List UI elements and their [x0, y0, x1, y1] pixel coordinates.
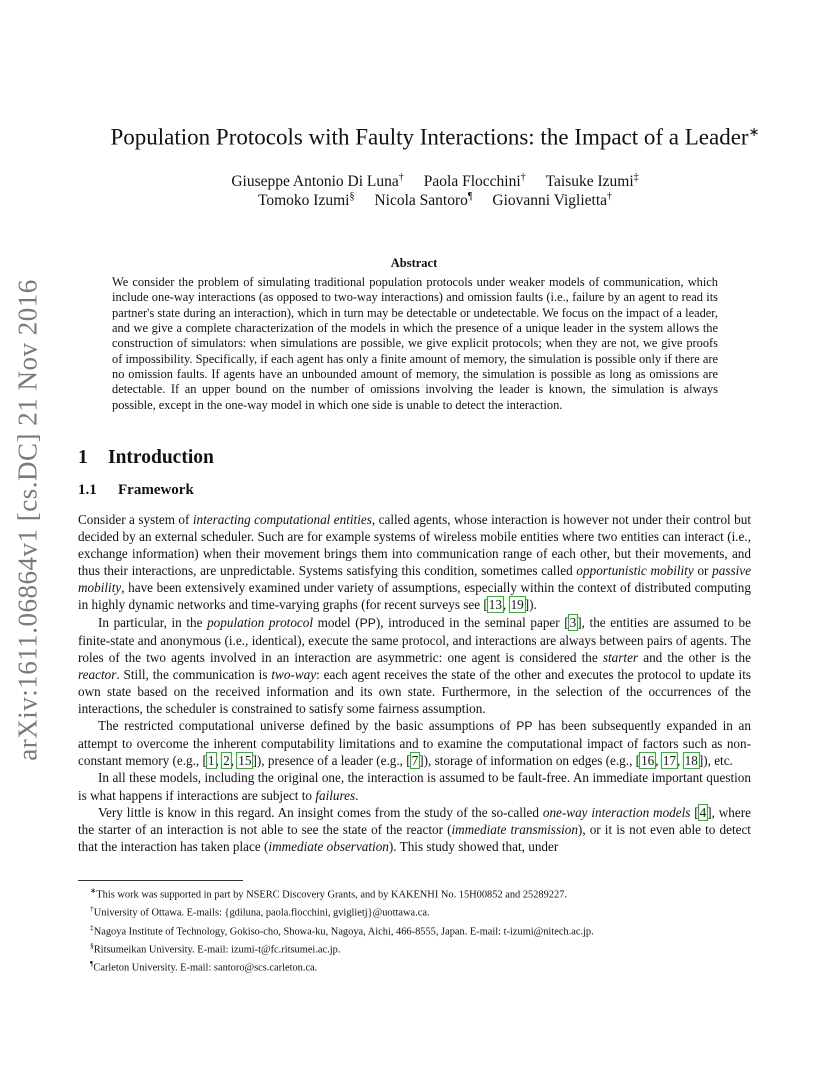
footnote-mark: ¶: [90, 959, 94, 969]
text-run: [: [690, 804, 699, 820]
footnote-mark: ‡: [90, 922, 94, 932]
footnote-mark: †: [90, 904, 94, 914]
text-run: and the other is the: [638, 649, 752, 665]
footnote-text: Ritsumeikan University. E-mail: izumi-t@fc.ritsumei.ac.jp.: [93, 944, 341, 956]
paragraph: [78, 511, 751, 614]
text-run: or: [693, 563, 713, 579]
text-run: ,: [215, 753, 223, 769]
text-run: ], the entities are assumed to be finite-state and anonymous (i.e., identical), execute the same protocol, and interactions are always between pairs of agents. The roles of the two agents involved in an interaction are asymmetric: one agent is considered the: [78, 614, 751, 665]
author-name: Giuseppe Antonio Di Luna: [231, 173, 399, 191]
footnote-text: University of Ottawa. E-mails: {gdiluna, paola.flocchini, gviglietj}@uottawa.ca.: [93, 907, 430, 919]
emphasis-text: reactor: [78, 666, 117, 682]
authors-row-2: [60, 191, 810, 210]
text-run: ,: [655, 753, 662, 769]
footnote-text: Carleton University. E-mail: santoro@scs.carleton.ca.: [93, 962, 318, 974]
paper-title: [60, 124, 810, 151]
section-heading: [78, 447, 214, 469]
author: [546, 173, 639, 190]
section-title: Introduction: [108, 447, 214, 468]
text-run: In all these models, including the original one, the interaction is assumed to be fault-free. An immediate important question is what happens if interactions are subject to: [78, 770, 751, 803]
text-run: : each agent receives the state of the other and executes the protocol to update its own state based on the received information and its own state. Furthermore, in the selection of the occurrences of the interactions, the scheduler is constrained to satisfy some fairness assumption.: [78, 666, 751, 717]
citation-link[interactable]: 1: [207, 753, 215, 769]
text-run: ]), storage of information on edges (e.g., [: [419, 753, 641, 769]
text-run: Consider a system of: [78, 512, 193, 527]
text-run: , called agents, whose interaction is however not under their control but decided by an external scheduler. Such are for example systems of wireless mobile entities where two entities can interact (i.e., exchange information) when their movement brings them into communication range of each other, but their movements, and thus their interactions, are unpredictable. Systems satisfying this condition, sometimes called: [78, 512, 751, 579]
author-name: Taisuke Izumi: [545, 173, 634, 191]
author-name: Nicola Santoro: [374, 192, 468, 210]
footnote: [78, 957, 758, 975]
text-run: . Still, the communication is: [116, 666, 272, 682]
text-run: The restricted computational universe defined by the basic assumptions of: [98, 718, 517, 734]
emphasis-text: immediate observation: [268, 838, 389, 854]
citation-link[interactable]: 15: [238, 753, 252, 769]
emphasis-text: two-way: [271, 666, 317, 682]
citation-link[interactable]: 2: [223, 753, 230, 769]
footnote-mark: §: [90, 940, 94, 950]
text-run: ), or it is not even able to detect that the interaction has taken place (: [78, 821, 751, 854]
footnote-rule: [78, 880, 243, 881]
text-run: ,: [230, 753, 238, 769]
author: [424, 173, 526, 190]
author: [258, 192, 354, 209]
text-run: ,: [502, 597, 510, 613]
citation-link[interactable]: 18: [684, 753, 698, 769]
title-footnote-mark: ∗: [748, 124, 760, 139]
paragraph: [78, 717, 751, 769]
text-run: Very little is know in this regard. An insight comes from the study of the so-called: [98, 804, 543, 820]
emphasis-text: population protocol: [207, 614, 314, 630]
title-text: Population Protocols with Faulty Interactions: the Impact of a Leader: [110, 124, 749, 150]
emphasis-text: passive mobility: [78, 563, 751, 596]
author-affiliation-mark: †: [398, 172, 404, 183]
emphasis-text: opportunistic mobility: [576, 563, 694, 579]
subsection-heading: [78, 482, 194, 499]
author-affiliation-mark: §: [349, 191, 355, 202]
author-affiliation-mark: ‡: [633, 172, 639, 183]
author-name: Paola Flocchini: [423, 173, 521, 191]
text-run: ). This study showed that, under: [388, 838, 559, 854]
footnote: [78, 939, 758, 957]
citation-link[interactable]: 7: [411, 753, 419, 769]
authors-row-1: [60, 172, 810, 191]
arxiv-id: arXiv:1611.06864v1 [cs.DC] 21 Nov 2016: [12, 279, 43, 761]
footnotes: [78, 884, 758, 975]
author-affiliation-mark: †: [520, 172, 526, 183]
footnote-mark: ∗: [90, 886, 97, 895]
abstract-heading: Abstract: [390, 256, 438, 270]
paragraph: [78, 804, 751, 855]
footnote: [78, 921, 758, 939]
emphasis-text: failures: [315, 787, 356, 803]
section-number: 1: [78, 447, 88, 468]
emphasis-text: interacting computational entities: [192, 512, 372, 527]
footnote-text: This work was supported in part by NSERC Discovery Grants, and by KAKENHI No. 15H00852 and 25289227.: [96, 889, 567, 901]
citation-link[interactable]: 16: [641, 753, 655, 769]
citation-link[interactable]: 13: [488, 597, 502, 613]
text-run: In particular, in the: [98, 614, 208, 630]
author-name: Tomoko Izumi: [257, 192, 350, 210]
text-run: ]).: [524, 597, 537, 613]
citation-link[interactable]: 17: [662, 753, 677, 769]
text-run: has been subsequently expanded in an attempt to overcome the inherent computability limitations and to examine the computational impact of factors such as non-constant memory (e.g., [: [78, 718, 751, 769]
subsection-title: Framework: [118, 482, 194, 498]
author-name: Giovanni Viglietta: [492, 192, 608, 210]
footnote: [78, 902, 758, 920]
text-run: .: [355, 787, 359, 803]
footnote-text: Nagoya Institute of Technology, Gokiso-cho, Showa-ku, Nagoya, Aichi, 466-8555, Japan. E-mail: t-izumi@nitech.ac.jp.: [93, 926, 594, 937]
body-text: [78, 511, 751, 855]
footnote: [78, 884, 758, 902]
text-run: , have been extensively examined under variety of assumptions, especially within the context of distributed computing in highly dynamic networks and time-varying graphs (for recent surveys see [: [78, 580, 751, 613]
citation-link[interactable]: 3: [569, 614, 577, 630]
author: [492, 192, 612, 209]
citation-link[interactable]: 19: [510, 597, 524, 613]
model-name: PP: [516, 719, 533, 734]
author: [374, 192, 472, 209]
model-name: PP: [359, 615, 376, 630]
citation-link[interactable]: 4: [699, 804, 707, 820]
author-affiliation-mark: ¶: [467, 191, 473, 202]
emphasis-text: one-way interaction models: [542, 804, 691, 820]
text-run: ]), presence of a leader (e.g., [: [252, 753, 411, 769]
subsection-number: 1.1: [78, 482, 97, 498]
text-run: ), introduced in the seminal paper [: [375, 614, 569, 630]
abstract-text: We consider the problem of simulating traditional population protocols under weaker models of communication, which include one-way interactions (as opposed to two-way interactions) and omission faults (i.e., failure by an agent to read its partner's state during an interaction), which in turn may be detectable or undetectable. We focus on the impact of a leader, and we give a complete characterization of the models in which the presence of a unique leader in the system allows the construction of simulators: when simulations are possible, we give explicit protocols; when they are not, we give proofs of impossibility. Specifically, if each agent has only a finite amount of memory, the simulation is possible only if there are no omission faults. If agents have an unbounded amount of memory, the simulation is possible as long as omissions are detectable. If an upper bound on the number of omissions involving the leader is known, the simulation is always possible, except in the one-way model in which one side is unable to detect the interaction.: [112, 275, 718, 412]
text-run: ]), etc.: [698, 753, 733, 769]
arxiv-watermark: [8, 270, 48, 770]
paragraph: [78, 769, 751, 803]
text-run: ,: [677, 753, 684, 769]
author: [231, 173, 403, 190]
text-run: ], where the starter of an interaction is not able to see the state of the reactor (: [78, 804, 751, 837]
emphasis-text: starter: [602, 649, 639, 665]
paragraph: [78, 614, 751, 718]
emphasis-text: immediate transmission: [451, 821, 578, 837]
author-affiliation-mark: †: [607, 191, 613, 202]
text-run: model (: [313, 614, 360, 630]
